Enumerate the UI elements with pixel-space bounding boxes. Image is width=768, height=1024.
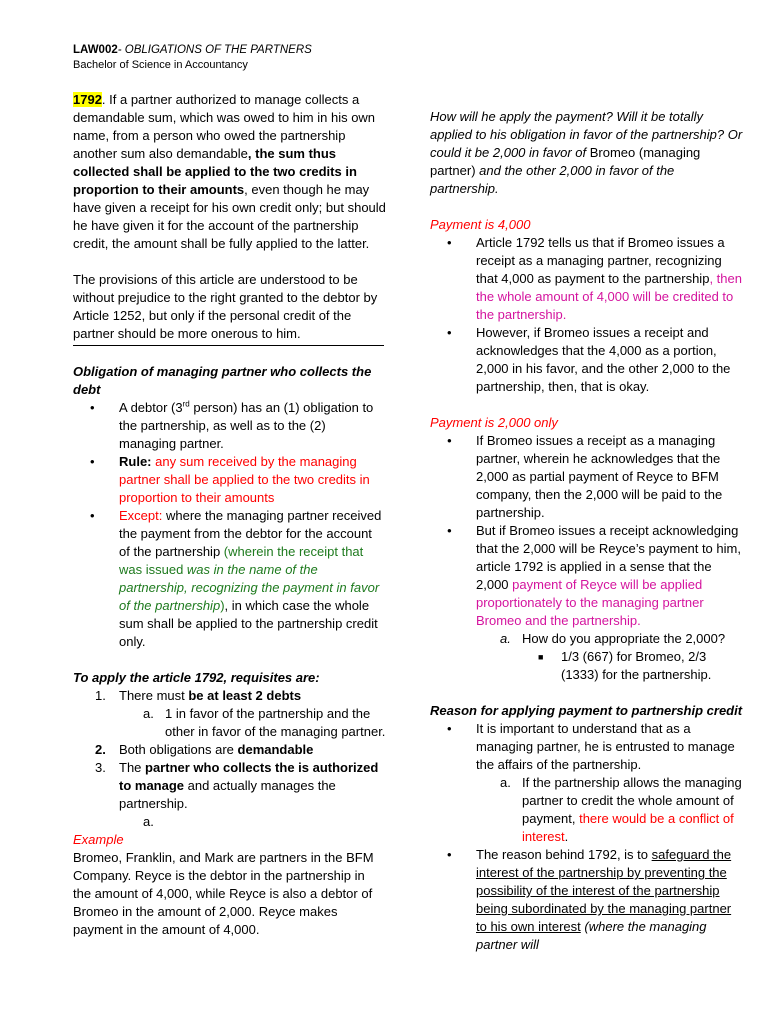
list-item: ■ 1/3 (667) for Bromeo, 2/3 (1333) for the partnership. (538, 649, 712, 682)
question-paragraph: How will he apply the payment? Will it be totally applied to his obligation in favor of the partnership? Or could it be 2,000 in favor of Bromeo (managing partner) and the other 2,000 in favor of the partnership. (430, 109, 743, 196)
list-item: • Except: where the managing partner received the payment from the debtor for the account of the partnership (wherein the receipt that was issued was in the name of the partnership, recognizing the payment in favor of the partnership), in which case the whole sum shall be applied to the partnership credit only. (90, 508, 382, 649)
section-heading-payment-4000: Payment is 4,000 (430, 217, 531, 232)
bullet-icon: • (447, 523, 452, 538)
bullet-icon: • (447, 325, 452, 340)
section-heading-payment-2000: Payment is 2,000 only (430, 415, 558, 430)
list-item: 1. There must be at least 2 debts (95, 688, 302, 703)
list-item: • It is important to understand that as a managing partner, he is entrusted to manage the affairs of the partnership. (447, 721, 735, 772)
list-item: a. How do you appropriate the 2,000? (500, 631, 726, 646)
bullet-icon: • (447, 235, 452, 250)
bullet-icon: • (90, 454, 95, 469)
square-bullet-icon: ■ (538, 652, 544, 662)
section-heading-reason: Reason for applying payment to partnership credit (430, 703, 743, 718)
document-subtitle: Bachelor of Science in Accountancy (73, 59, 248, 71)
right-column (430, 108, 743, 954)
list-item: • The reason behind 1792, is to safeguard the interest of the partnership by preventing the possibility of the interest of the partnership being subordinated by the managing partner to his own interest (where the managing partner will (447, 847, 732, 952)
bullet-icon: • (90, 508, 95, 523)
list-item: • Article 1792 tells us that if Bromeo issues a receipt as a managing partner, recognizing that 4,000 as payment to the partnership, then the whole amount of 4,000 will be credited to the partnership. (447, 235, 742, 322)
example-label: Example (73, 832, 124, 847)
list-item: • A debtor (3rd person) has an (1) obligation to the partnership, as well as to the (2) managing partner. (90, 399, 374, 451)
bullet-icon: • (447, 433, 452, 448)
list-item: a. If the partnership allows the managing partner to credit the whole amount of payment, there would be a conflict of interest. (500, 775, 742, 844)
section-heading-obligation: Obligation of managing partner who collects the debt (73, 364, 372, 397)
article-paragraph-1: 1792. If a partner authorized to manage collects a demandable sum, which was owed to him in his own name, from a person who owed the partnership another sum also demandable, the sum thus collected shall be applied to the two credits in proportion to their amounts, even though he may have given a receipt for his own credit only; but should he have given it for the account of the partnership credit, the amount shall be fully applied to the latter. (73, 92, 386, 251)
bullet-icon: • (447, 847, 452, 862)
document-header (73, 43, 312, 73)
article-paragraph-2: The provisions of this article are understood to be without prejudice to the right granted to the debtor by Article 1252, but only if the personal credit of the partner should be more onerous to him. (73, 272, 378, 341)
bullet-icon: • (90, 400, 95, 415)
list-item: • But if Bromeo issues a receipt acknowledging that the 2,000 will be Reyce’s payment to him, article 1792 is applied in a sense that the 2,000 payment of Reyce will be applied proportionately to the managing partner Bromeo and the partnership. (447, 523, 741, 628)
bullet-icon: • (447, 721, 452, 736)
example-text: Bromeo, Franklin, and Mark are partners in the BFM Company. Reyce is the debtor in the partnership in the amount of 4,000, while Reyce is also a debtor of Bromeo in the amount of 2,000. Reyce makes payment in the amount of 4,000. (73, 850, 374, 937)
list-item: • However, if Bromeo issues a receipt and acknowledges that the 4,000 as a portion, 2,000 in his favor, and the other 2,000 to the partnership, then, that is okay. (447, 325, 731, 394)
left-column (73, 91, 386, 939)
list-item: a. (143, 814, 154, 829)
list-item: • Rule: any sum received by the managing partner shall be applied to the two credits in proportion to their amounts (90, 454, 370, 505)
list-item: 2. Both obligations are demandable (95, 742, 314, 757)
article-number-highlight: 1792 (73, 92, 102, 107)
list-item: 3. The partner who collects the is authorized to manage and actually manages the partnership. (95, 760, 379, 811)
section-heading-requisites: To apply the article 1792, requisites are: (73, 670, 320, 685)
document-title: LAW002- OBLIGATIONS OF THE PARTNERS (73, 44, 312, 56)
list-item: a. 1 in favor of the partnership and the other in favor of the managing partner. (143, 706, 386, 739)
list-item: • If Bromeo issues a receipt as a managing partner, wherein he acknowledges that the 2,000 as partial payment of Reyce to BFM company, then the 2,000 will be paid to the partnership. (447, 433, 723, 520)
